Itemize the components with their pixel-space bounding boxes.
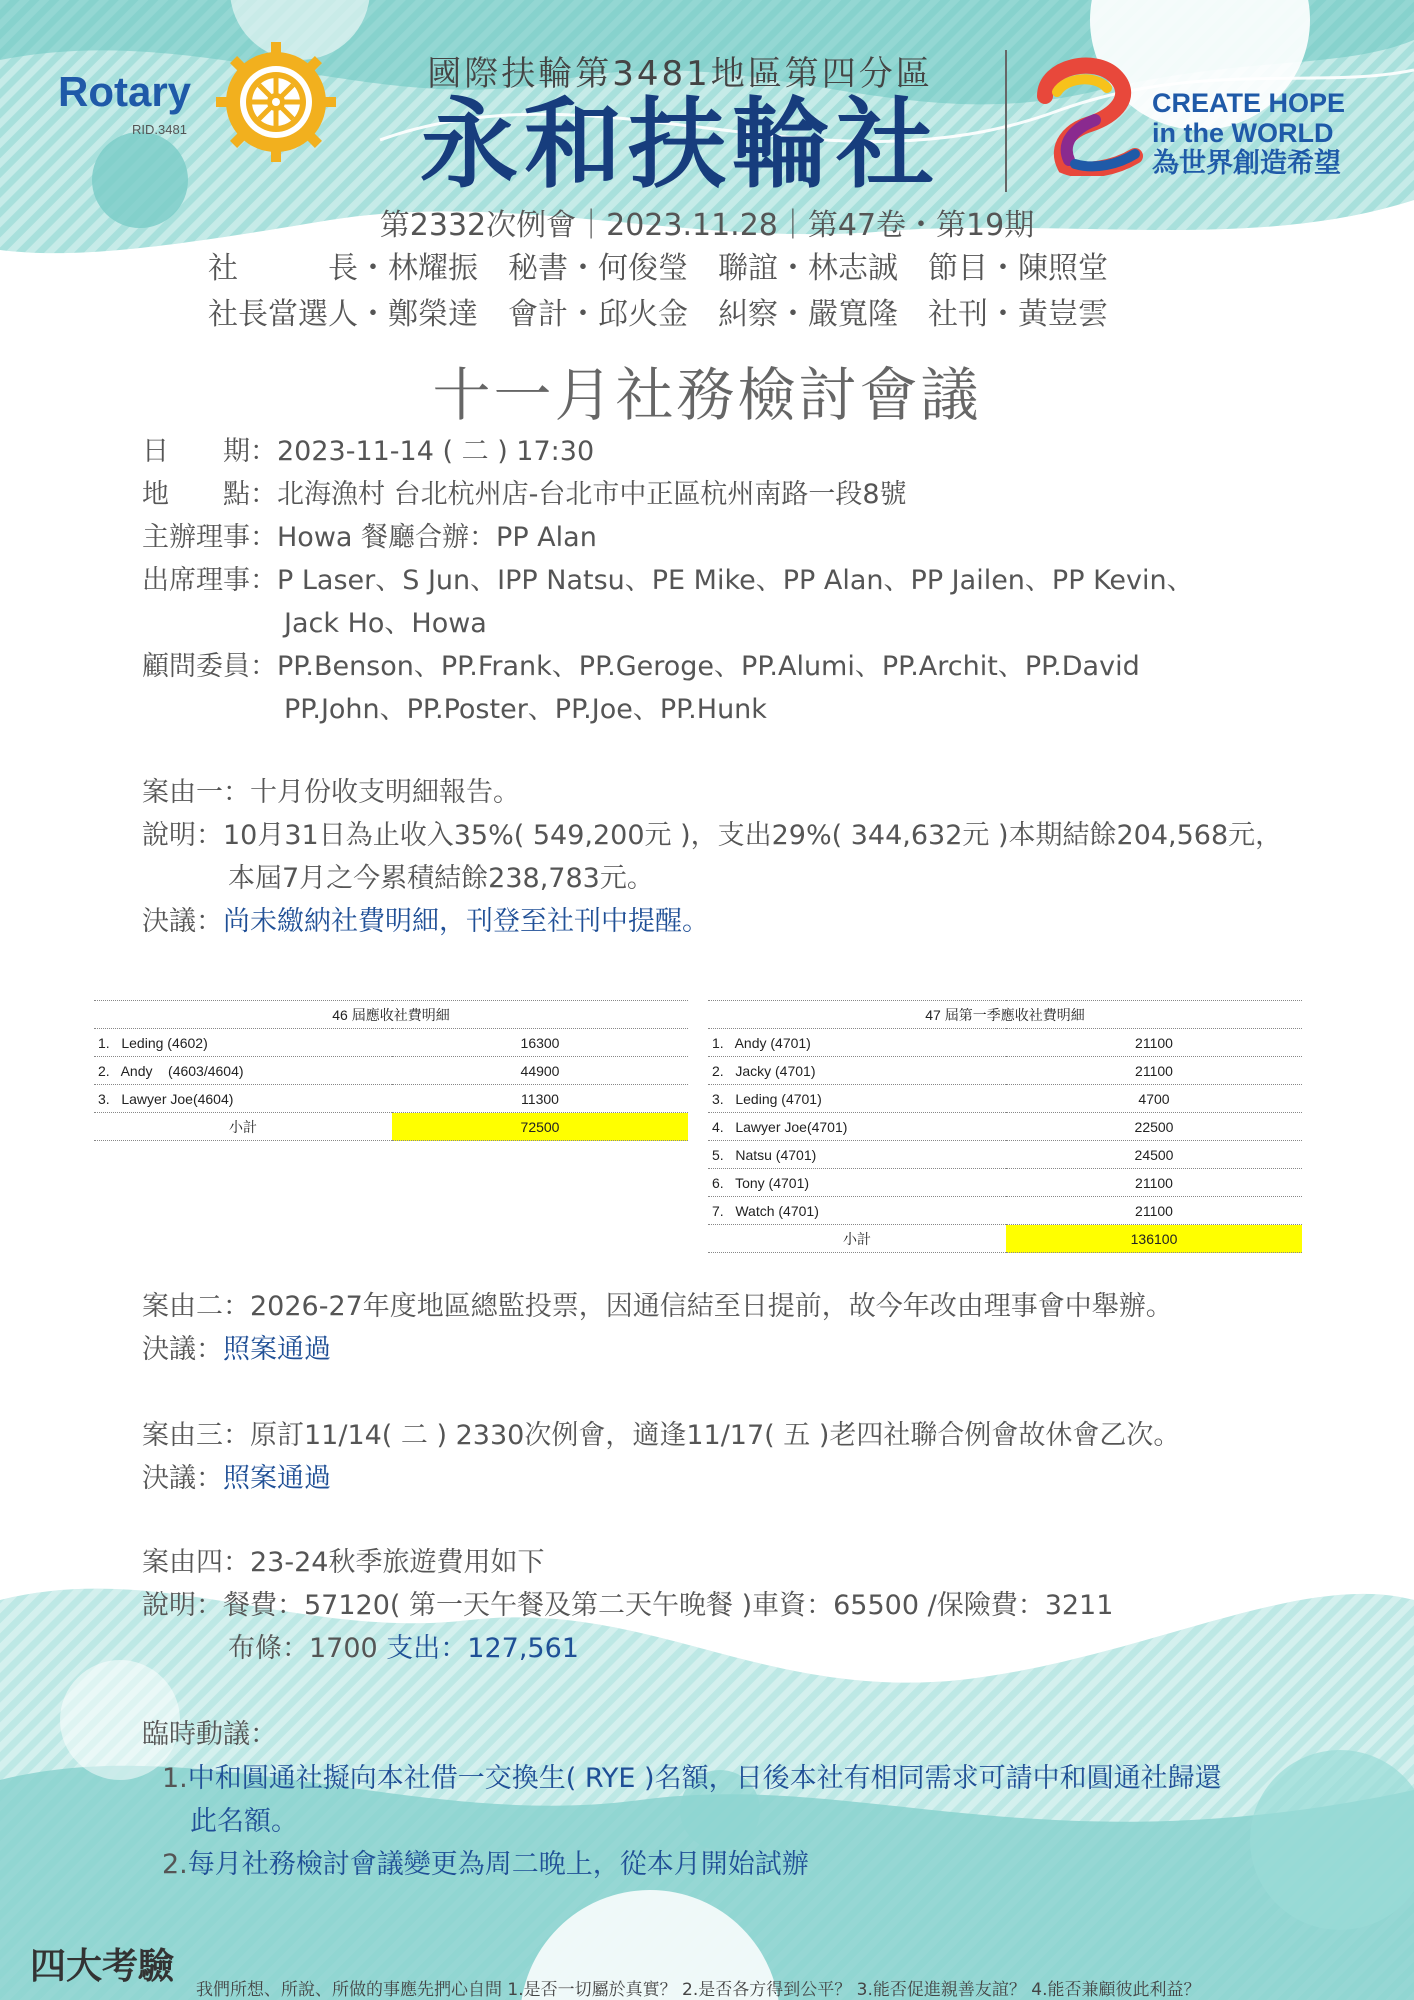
item-text: 每月社務檢討會議變更為周二晚上，從本月開始試辦 [187,1849,809,1880]
case-1-resolution [142,900,1282,943]
case-1-desc-cont: 本屆7月之今累積結餘238,783元。 [228,863,654,894]
table-row [94,1029,688,1057]
table-title: 46 屆應收社費明細 [94,1001,688,1029]
rotary-wordmark: Rotary [58,68,192,115]
club-name: 永和扶輪社 [419,87,940,202]
motions-title: 臨時動議： [142,1719,277,1750]
member-name: 2. Andy (4603/4604) [94,1057,392,1085]
meta-place: 地 點：北海漁村 台北杭州店-台北市中正區杭州南路一段8號 [142,479,907,510]
amount: 4700 [1006,1085,1302,1113]
fee-table-47 [708,1000,1302,1253]
case-1 [142,771,1282,943]
table-row [94,1057,688,1085]
amount: 16300 [392,1029,688,1057]
item-text-cont: 此名額。 [190,1806,298,1837]
total-expense: 支出：127,561 [386,1633,579,1664]
amount: 44900 [392,1057,688,1085]
header-divider [1005,50,1007,192]
resolution-text: 照案通過 [223,1334,331,1365]
case-1-title: 案由一：十月份收支明細報告。 [142,777,520,808]
rid-label: RID.3481 [132,122,187,137]
member-name: 5. Natsu (4701) [708,1141,1006,1169]
table-47-wrapper [708,1000,1302,1253]
subtotal-label: 小計 [708,1225,1006,1253]
create-hope-logo [1035,56,1145,176]
resolution-label: 決議： [142,1334,223,1365]
table-row [708,1169,1302,1197]
member-name: 1. Leding (4602) [94,1029,392,1057]
member-name: 2. Jacky (4701) [708,1057,1006,1085]
fee-table-46 [94,1000,688,1141]
member-name: 1. Andy (4701) [708,1029,1006,1057]
subtotal-value: 72500 [392,1113,688,1141]
case-3-resolution [142,1457,1180,1500]
meta-advisors: 顧問委員：PP.Benson、PP.Frank、PP.Geroge、PP.Alumi、PP.Archit、PP.David [142,651,1140,682]
case-2-resolution [142,1328,1173,1371]
amount: 21100 [1006,1169,1302,1197]
amount: 11300 [392,1085,688,1113]
member-name: 3. Lawyer Joe(4604) [94,1085,392,1113]
amount: 22500 [1006,1113,1302,1141]
meeting-meta [142,430,1194,731]
resolution-text: 照案通過 [223,1463,331,1494]
member-name: 7. Watch (4701) [708,1197,1006,1225]
hope-line-2: in the WORLD [1152,118,1334,148]
four-way-test-text: 我們所想、所說、所做的事應先捫心自問 1.是否一切屬於真實？ 2.是否各方得到公平？ 3.能否促進親善友誼？ 4.能否兼顧彼此利益？ [196,1980,1201,2000]
meta-directors: 出席理事：P Laser、S Jun、IPP Natsu、PE Mike、PP Alan、PP Jailen、PP Kevin、 [142,565,1194,596]
case-2 [142,1285,1173,1371]
document-title: 十一月社務檢討會議 [432,361,982,429]
resolution-label: 決議： [142,1463,223,1494]
table-row [708,1029,1302,1057]
table-row [708,1141,1302,1169]
table-row [708,1057,1302,1085]
table-title-row [94,1001,688,1029]
table-row [708,1085,1302,1113]
case-2-title: 案由二：2026-27年度地區總監投票，因通信結至日提前，故今年改由理事會中舉辦。 [142,1291,1173,1322]
meta-host: 主辦理事：Howa 餐廳合辦：PP Alan [142,522,597,553]
subtotal-row [708,1225,1302,1253]
case-4-desc: 說明：餐費：57120( 第一天午餐及第二天午晚餐 )車資：65500 /保險費：3211 [142,1590,1114,1621]
subtotal-label: 小計 [94,1113,392,1141]
case-4 [142,1541,1113,1670]
officers-row-2: 社長當選人・鄭榮達 會計・邱火金 糾察・嚴寬隆 社刊・黃豈雲 [208,297,1108,332]
amount: 21100 [1006,1029,1302,1057]
resolution-label: 決議： [142,906,223,937]
subtotal-value: 136100 [1006,1225,1302,1253]
resolution-text: 尚未繳納社費明細，刊登至社刊中提醒。 [223,906,709,937]
case-4-desc-cont [142,1627,1113,1670]
table-46-wrapper [94,1000,688,1141]
officers-list [208,246,1108,338]
member-name: 4. Lawyer Joe(4701) [708,1113,1006,1141]
amount: 21100 [1006,1057,1302,1085]
meta-advisors-cont: PP.John、PP.Poster、PP.Joe、PP.Hunk [284,694,767,725]
table-title-row [708,1001,1302,1029]
table-row [94,1085,688,1113]
case-3-title: 案由三：原訂11/14( 二 ) 2330次例會，適逢11/17( 五 )老四社聯合例會故休會乙次。 [142,1420,1181,1451]
amount: 24500 [1006,1141,1302,1169]
subtotal-row [94,1113,688,1141]
table-row [708,1197,1302,1225]
case-4-title: 案由四：23-24秋季旅遊費用如下 [142,1547,545,1578]
motions-list [162,1757,1222,1886]
member-name: 3. Leding (4701) [708,1085,1006,1113]
rotary-wheel-logo [214,40,338,164]
district-title: 國際扶輪第3481地區第四分區 [427,54,933,94]
list-item [162,1843,1222,1886]
hope-line-3: 為世界創造希望 [1152,148,1341,178]
amount: 21100 [1006,1197,1302,1225]
banner-cost: 布條：1700 [228,1633,387,1664]
meta-directors-cont: Jack Ho、Howa [284,608,487,639]
create-hope-text [1152,88,1345,178]
member-name: 6. Tony (4701) [708,1169,1006,1197]
officers-row-1: 社 長・林耀振 秘書・何俊瑩 聯誼・林志誠 節目・陳照堂 [208,251,1108,286]
meta-date: 日 期：2023-11-14 ( 二 ) 17:30 [142,436,595,467]
table-row [708,1113,1302,1141]
item-number: 1. [162,1763,188,1794]
meeting-info: 第2332次例會｜2023.11.28｜第47卷・第19期 [379,208,1035,243]
item-text: 中和圓通社擬向本社借一交換生( RYE )名額，日後本社有相同需求可請中和圓通社歸還 [187,1763,1222,1794]
table-title: 47 屆第一季應收社費明細 [708,1001,1302,1029]
case-3 [142,1414,1180,1500]
item-number: 2. [162,1849,188,1880]
list-item [162,1757,1222,1800]
four-way-test-title: 四大考驗 [30,1946,175,1987]
case-1-desc: 說明：10月31日為止收入35%( 549,200元 )，支出29%( 344,632元 )本期結餘204,568元， [142,820,1283,851]
hope-line-1: CREATE HOPE [1152,88,1346,118]
